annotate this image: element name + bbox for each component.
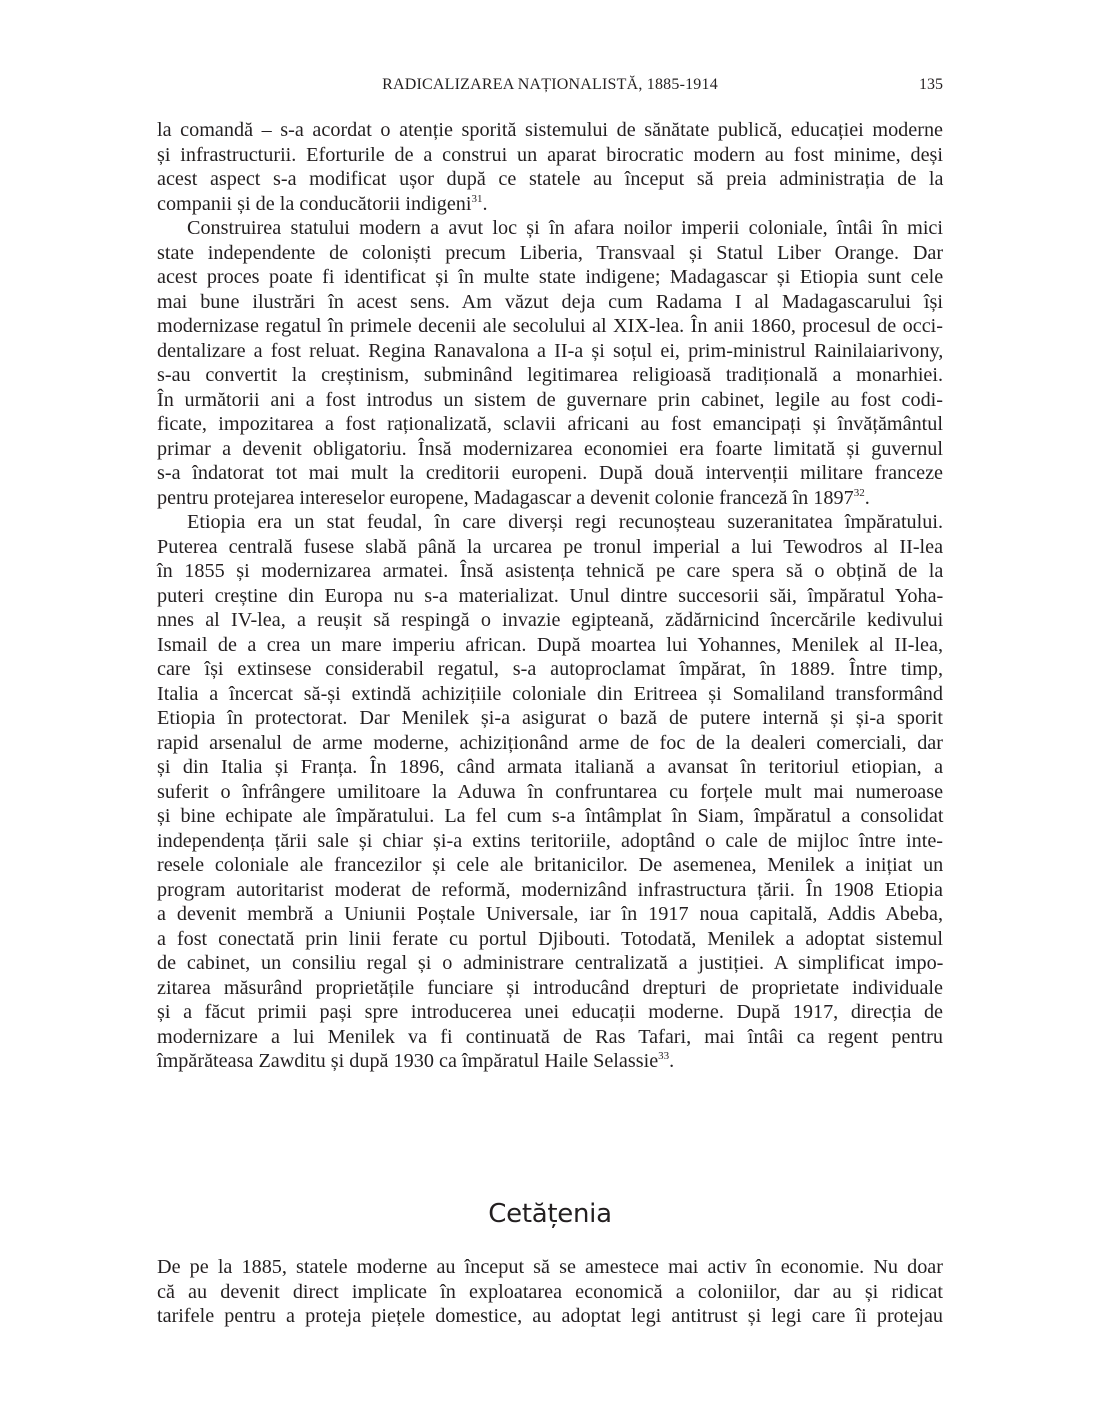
text-line-content: împărăteasa Zawditu și după 1930 ca împăratul Haile Selassie	[157, 1050, 659, 1072]
text-line: Ismail de a crea un mare imperiu african. După moartea lui Yohannes, Menilek al II-lea,	[157, 633, 943, 656]
text-line: În următorii ani a fost introdus un sistem de guvernare prin cabinet, legile au fost codi-	[157, 388, 943, 411]
text-line: zitarea măsurând proprietățile funciare și introducând drepturi de proprietate individuale	[157, 976, 943, 999]
text-line: și din Italia și Franța. În 1896, când armata italiană a avansat în teritoriul etiopian, a	[157, 756, 944, 778]
text-line: dentalizare a fost reluat. Regina Ranavalona a II-a și soțul ei, prim-ministrul Rainilaiarivony,	[157, 339, 944, 362]
sentence-end: .	[482, 192, 488, 215]
text-line: Etiopia în protectorat. Dar Menilek și-a asigurat o bază de putere internă și și-a sporit	[157, 707, 943, 729]
text-line: Italia a încercat să-și extindă achizițiile coloniale din Eritreea și Somaliland transformând	[157, 682, 943, 705]
text-line: De pe la 1885, statele moderne au început să se amestece mai activ în economie. Nu doar	[157, 1256, 943, 1278]
text-line: s-a îndatorat tot mai mult la creditorii europeni. După două intervenții militare franceze	[157, 462, 943, 484]
text-line	[157, 1049, 943, 1074]
main-text	[157, 118, 943, 1074]
text-line-content: pentru protejarea intereselor europene, Madagascar a devenit colonie franceză în 1897	[157, 486, 854, 509]
footnote-ref-31[interactable]: 31	[471, 192, 483, 205]
text-line: puteri creștine din Europa nu s-a materializat. Unul dintre succesorii săi, împăratul Yoha-	[157, 584, 944, 607]
text-line: resele coloniale ale francezilor și cele ale britanicilor. De asemenea, Menilek a inițiat un	[157, 854, 944, 876]
sentence-end: .	[669, 1050, 675, 1072]
running-header	[157, 74, 943, 96]
sentence-end: .	[864, 486, 870, 509]
section-heading: Cetățenia	[488, 1199, 612, 1229]
text-line: a devenit membră a Uniunii Poștale Universale, iar în 1917 noua capitală, Addis Abeba,	[157, 903, 943, 925]
text-line: de cabinet, un consiliu regal și o administrare centralizată a justiției. A simplificat impo-	[157, 952, 944, 974]
text-line-content: companii și de la conducătorii indigeni	[157, 192, 472, 215]
text-line: la comandă – s-a acordat o atenție sporită sistemului de sănătate publică, educației moderne	[157, 119, 943, 141]
running-title: RADICALIZAREA NAȚIONALISTĂ, 1885-1914	[382, 76, 718, 93]
text-line: tarifele pentru a proteja piețele domestice, au adoptat legi antitrust și legi care îi protejau	[157, 1305, 943, 1327]
text-line: state independente de coloniști precum Liberia, Transvaal și Statul Liber Orange. Dar	[157, 241, 944, 264]
text-line: modernizase regatul în primele decenii ale secolului al XIX-lea. În anii 1860, procesul de occi-	[157, 315, 943, 337]
text-line: primar a devenit obligatoriu. Însă modernizarea economiei era foarte limitată și guvernul	[157, 437, 943, 460]
text-line: independența țării sale și chiar și-a extins teritoriile, adoptând o cale de mijloc între inte-	[157, 829, 943, 852]
text-line: că au devenit direct implicate în exploatarea economică a coloniilor, dar au și ridicat	[157, 1280, 943, 1303]
text-line: suferit o înfrângere umilitoare la Aduwa în confruntarea cu forțele mult mai numeroase	[157, 780, 944, 803]
text-line	[157, 486, 943, 511]
text-line: s-au convertit la creștinism, subminând legitimarea religioasă tradițională a monarhiei.	[157, 364, 944, 386]
text-line: acest proces poate fi identificat și în multe state indigene; Madagascar și Etiopia sunt cele	[157, 266, 944, 288]
text-line: nnes al IV-lea, a reușit să respingă o invazie egipteană, zădărnicind încercările kedivului	[157, 609, 944, 631]
paragraph-2	[157, 216, 943, 510]
text-line: și bine echipate ale împăratului. La fel cum s-a întâmplat în Siam, împăratul a consolidat	[157, 805, 944, 827]
footnote-ref-33[interactable]: 33	[658, 1050, 670, 1062]
paragraph-3	[157, 510, 943, 1074]
text-line: și a făcut primii pași spre introducerea unei educații moderne. După 1917, direcția de	[157, 1001, 943, 1023]
text-line: program autoritarist moderat de reformă, modernizând infrastructura țării. În 1908 Etiopia	[157, 878, 943, 901]
text-line: a fost conectată prin linii ferate cu portul Djibouti. Totodată, Menilek a adoptat sistemul	[157, 927, 943, 950]
text-line: ficate, impozitarea a fost raționalizată, sclavii africani au fost emancipați și învățământul	[157, 413, 943, 435]
text-line: Puterea centrală fusese slabă până la urcarea pe tronul imperial a lui Tewodros al II-lea	[157, 535, 944, 558]
paragraph-4	[157, 1255, 943, 1329]
text-line	[157, 192, 943, 217]
text-line: modernizare a lui Menilek va fi continuată de Ras Tafari, mai întâi ca regent pentru	[157, 1025, 943, 1048]
text-line: acest aspect s-a modificat ușor după ce statele au început să preia administrația de la	[157, 168, 944, 190]
text-line: în 1855 și modernizarea armatei. Însă asistența tehnică pe care spera să o obțină de la	[157, 560, 944, 582]
text-line: mai bune ilustrări în acest sens. Am văzut deja cum Radama I al Madagascarului își	[157, 290, 943, 313]
footnote-ref-32[interactable]: 32	[853, 486, 865, 499]
paragraph-1	[157, 118, 943, 216]
section-text	[157, 1255, 943, 1329]
text-line: care își extinsese considerabil regatul, s-a autoproclamat împărat, în 1889. Între timp,	[157, 658, 943, 680]
page-number: 135	[919, 76, 943, 93]
text-line: Etiopia era un stat feudal, în care diverși regi recunoșteau suzeranitatea împăratului.	[187, 511, 943, 533]
text-line: rapid arsenalul de arme moderne, achiziționând arme de foc de la dealeri comerciali, dar	[157, 731, 943, 754]
text-line: și infrastructurii. Eforturile de a construi un aparat birocratic modern au fost minime, deși	[157, 143, 943, 166]
text-line: Construirea statului modern a avut loc și în afara noilor imperii coloniale, întâi în mici	[187, 217, 943, 239]
